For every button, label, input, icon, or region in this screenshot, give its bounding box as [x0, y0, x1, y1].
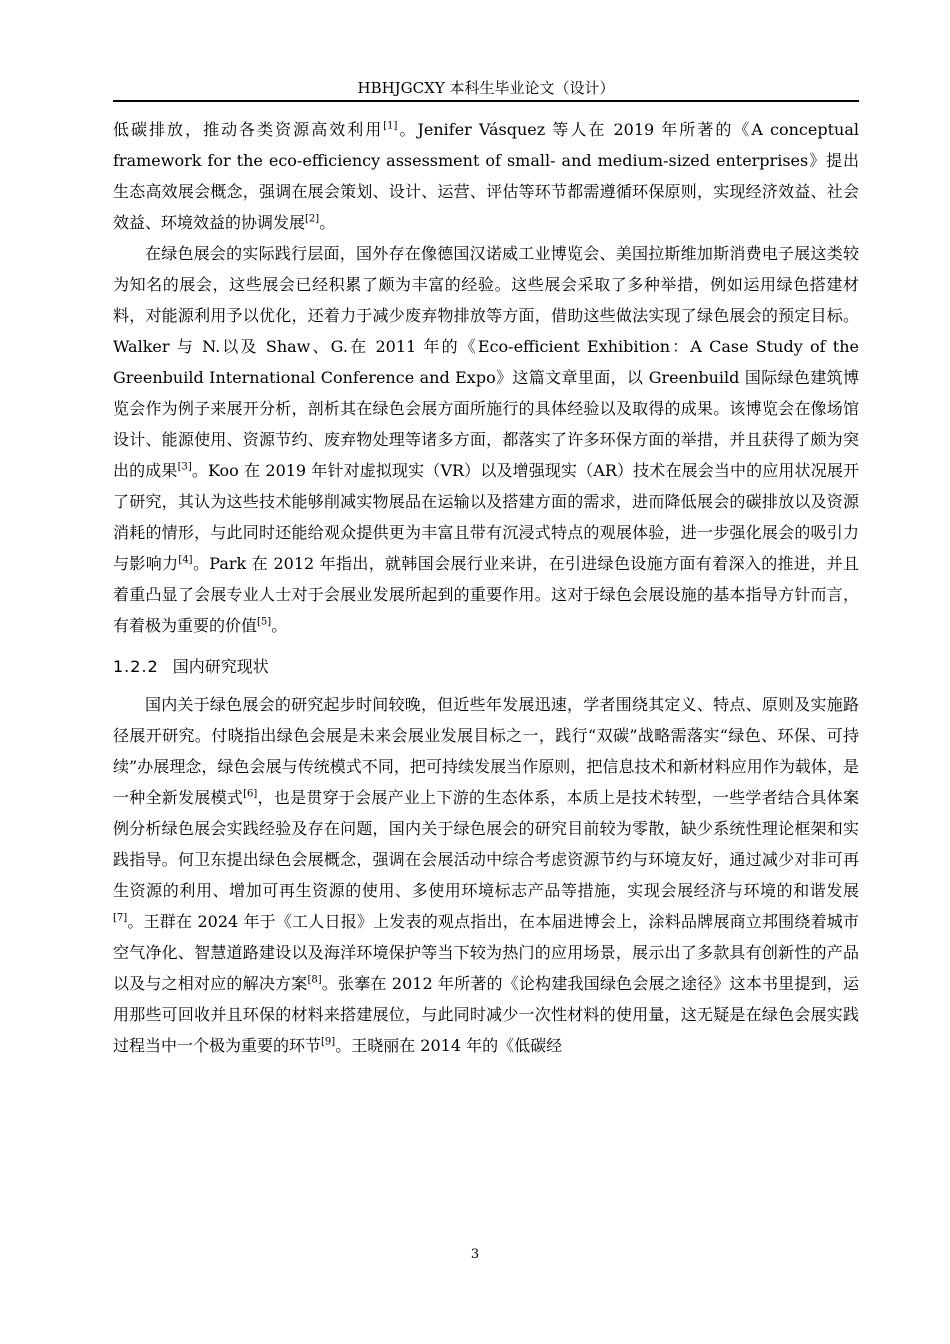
paragraph-text: 国内关于绿色展会的研究起步时间较晚，但近些年发展迅速，学者围绕其定义、特点、原则及实施路径展开研究。付晓指出绿色会展是未来会展业发展目标之一，践行“双碳”战略需落实“绿色、环保、可持续”办展理念，绿色会展与传统模式不同，把可持续发展当作原则，把信息技术和新材料应用作为载体，是一种全新发展模式 — [113, 695, 859, 807]
citation-ref: [6] — [243, 788, 258, 800]
citation-ref: [9] — [321, 1036, 336, 1048]
paragraph-text: 。Park 在 2012 年指出，就韩国会展行业来讲，在引进绿色设施方面有着深入的推进，并且着重凸显了会展专业人士对于会展业发展所起到的重要作用。这对于绿色会展设施的基本指导方针而言，有着极为重要的价值 — [113, 554, 859, 635]
paragraph-2 — [113, 238, 859, 641]
citation-ref: [8] — [307, 974, 322, 986]
paragraph-1 — [113, 114, 859, 238]
citation-ref: [5] — [257, 616, 272, 628]
paragraph-text: 。 — [319, 213, 336, 232]
page-number: 3 — [470, 1247, 480, 1262]
citation-ref: [3] — [177, 461, 192, 473]
document-body — [113, 114, 859, 1061]
paragraph-text: 。张搴在 2012 年所著的《论构建我国绿色会展之途径》这本书里提到，运用那些可回收并且环保的材料来搭建展位，与此同时减少一次性材料的使用量，这无疑是在绿色会展实践过程当中一个极为重要的环节 — [113, 974, 859, 1055]
paragraph-3 — [113, 689, 859, 1061]
citation-ref: [7] — [113, 912, 128, 924]
paragraph-text: 。 — [271, 616, 288, 635]
section-number: 1.2.2 — [113, 657, 159, 676]
citation-ref: [2] — [305, 213, 320, 225]
paragraph-text: 。Jenifer Vásquez 等人在 2019 年所著的《A conceptual framework for the eco-efficiency assessment of small- and medium-sized enterprises》提出生态高效展会概念，强调在展会策划、设计、运营、评估等环节都需遵循环保原则，实现经济效益、社会效益、环境效益的协调发展 — [113, 120, 859, 232]
header-rule — [113, 100, 859, 102]
paragraph-text: 。Koo 在 2019 年针对虚拟现实（VR）以及增强现实（AR）技术在展会当中的应用状况展开了研究，其认为这些技术能够削减实物展品在运输以及搭建方面的需求，进而降低展会的碳排放以及资源消耗的情形，与此同时还能给观众提供更为丰富且带有沉浸式特点的观展体验，进一步强化展会的吸引力与影响力 — [113, 461, 859, 573]
citation-ref: [1] — [383, 120, 398, 132]
citation-ref: [4] — [178, 554, 193, 566]
paragraph-text: 在绿色展会的实际践行层面，国外存在像德国汉诺威工业博览会、美国拉斯维加斯消费电子展这类较为知名的展会，这些展会已经积累了颇为丰富的经验。这些展会采取了多种举措，例如运用绿色搭建材料，对能源利用予以优化，还着力于减少废弃物排放等方面，借助这些做法实现了绿色展会的预定目标。Walker 与 N.以及 Shaw、G.在 2011 年的《Eco-efficient Exhibition：A Case Study of the Greenbuild International Conference and Expo》这篇文章里面，以 Greenbuild 国际绿色建筑博览会作为例子来展开分析，剖析其在绿色会展方面所施行的具体经验以及取得的成果。该博览会在像场馆设计、能源使用、资源节约、废弃物处理等诸多方面，都落实了许多环保方面的举措，并且获得了颇为突出的成果 — [113, 244, 859, 480]
section-title: 国内研究现状 — [172, 657, 269, 676]
paragraph-text: 低碳排放，推动各类资源高效利用 — [113, 120, 384, 139]
running-header: HBHJGCXY 本科生毕业论文（设计） — [357, 79, 615, 97]
paragraph-text: ，也是贯穿于会展产业上下游的生态体系，本质上是技术转型，一些学者结合具体案例分析绿色展会实践经验及存在问题，国内关于绿色展会的研究目前较为零散，缺少系统性理论框架和实践指导。何卫东提出绿色会展概念，强调在会展活动中综合考虑资源节约与环境友好，通过减少对非可再生资源的利用、增加可再生资源的使用、多使用环境标志产品等措施，实现会展经济与环境的和谐发展 — [113, 788, 859, 900]
paragraph-text: 。王晓丽在 2014 年的《低碳经 — [335, 1036, 563, 1055]
section-heading — [113, 651, 859, 683]
paragraph-text: 。王群在 2024 年于《工人日报》上发表的观点指出，在本届进博会上，涂料品牌展商立邦围绕着城市空气净化、智慧道路建设以及海洋环境保护等当下较为热门的应用场景，展示出了多款具有创新性的产品以及与之相对应的解决方案 — [113, 912, 859, 993]
